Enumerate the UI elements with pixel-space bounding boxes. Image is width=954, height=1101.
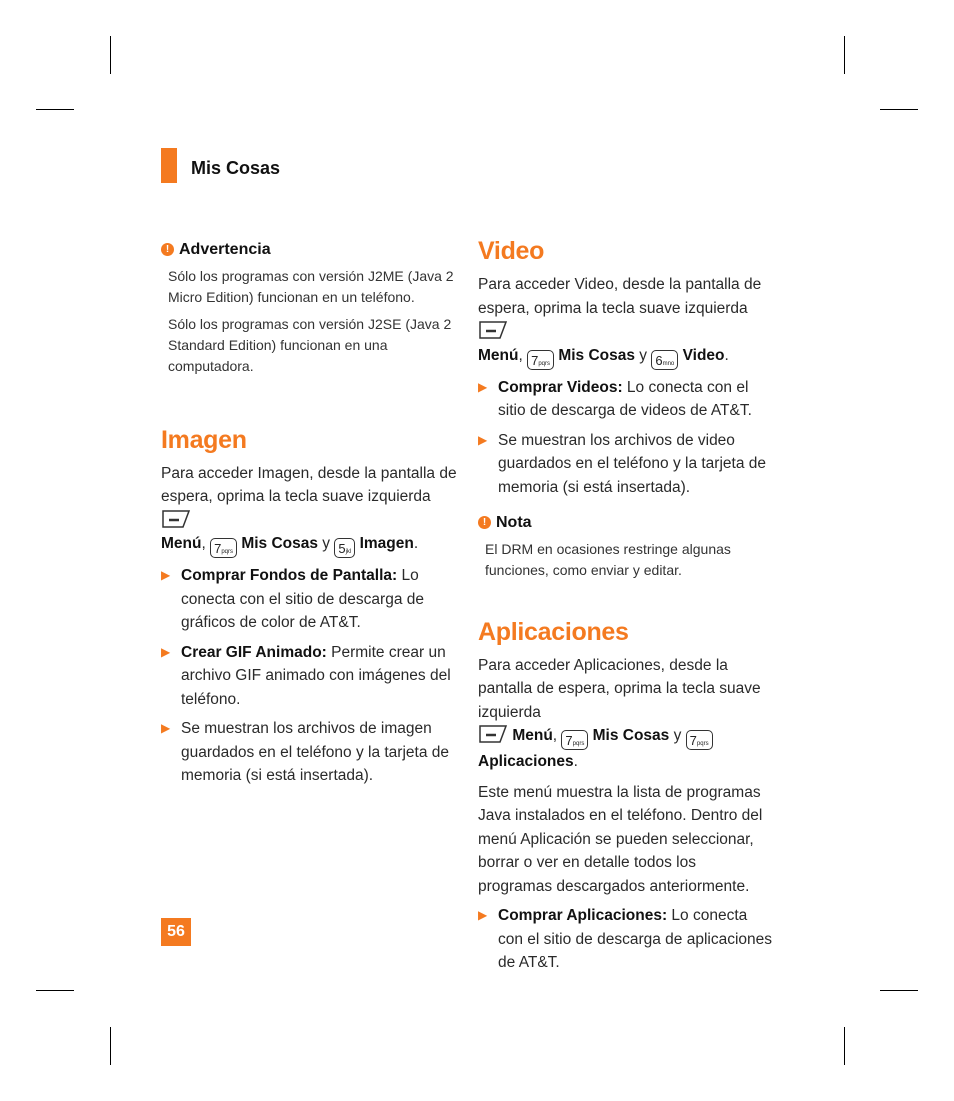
bullet-arrow-icon: ▶ <box>478 379 488 394</box>
list-item <box>161 641 461 712</box>
section-title: Mis Cosas <box>191 158 281 178</box>
bullet-label: Comprar Aplicaciones: <box>498 907 668 924</box>
page-number: 56 <box>161 918 191 946</box>
key-7-icon: 7pqrs <box>561 730 588 750</box>
bullet-text: Lo conecta con el sitio de descarga de gráficos de color de AT&T. <box>181 567 424 631</box>
warning-title: Advertencia <box>179 241 271 258</box>
list-item <box>478 429 774 500</box>
crop-mark <box>36 990 74 991</box>
crop-mark <box>844 1027 845 1065</box>
bullet-text: Lo conecta con el sitio de descarga de videos de AT&T. <box>498 378 752 419</box>
bullet-arrow-icon: ▶ <box>478 432 488 447</box>
left-column <box>161 238 461 788</box>
left-softkey-icon <box>161 509 191 529</box>
bullet-label: Comprar Videos: <box>498 378 623 396</box>
crop-mark <box>880 109 918 110</box>
aplicaciones-target: Aplicaciones <box>478 753 574 770</box>
section-bar <box>161 148 177 183</box>
imagen-intro: Para acceder Imagen, desde la pantalla de espera, oprima la tecla suave izquierda Menú, 7pqrs Mis Cosas y 5jkl Imagen. <box>161 464 457 556</box>
note-body: El DRM en ocasiones restringe algunas funciones, como enviar y editar. <box>485 540 731 578</box>
video-intro-text: Para acceder Video, desde la pantalla de espera, oprima la tecla suave izquierda <box>478 276 762 317</box>
imagen-intro-text: Para acceder Imagen, desde la pantalla de espera, oprima la tecla suave izquierda <box>161 464 457 505</box>
crop-mark <box>36 109 74 110</box>
list-item <box>478 904 774 975</box>
warning-paragraph: Sólo los programas con versión J2SE (Java 2 Standard Edition) funcionan en una computadora. <box>168 315 452 374</box>
bullet-text: Se muestran los archivos de imagen guardados en el teléfono y la tarjeta de memoria (si está insertada). <box>181 720 449 784</box>
note-title: Nota <box>496 514 532 531</box>
crop-mark <box>844 36 845 74</box>
key-5-icon: 5jkl <box>334 538 355 558</box>
menu-label: Menú <box>512 727 553 744</box>
list-item <box>161 564 461 635</box>
imagen-heading: Imagen <box>161 425 247 454</box>
bullet-label: Crear GIF Animado: <box>181 643 327 661</box>
crop-mark <box>110 1027 111 1065</box>
bullet-arrow-icon: ▶ <box>161 568 171 582</box>
list-item <box>161 717 461 788</box>
aplicaciones-intro-text: Para acceder Aplicaciones, desde la pantalla de espera, oprima la tecla suave izquierda <box>478 656 761 721</box>
conjunction: y <box>322 535 331 552</box>
bullet-label: Comprar Fondos de Pantalla: <box>181 567 398 584</box>
note-heading <box>478 511 774 535</box>
bullet-arrow-icon: ▶ <box>161 721 171 735</box>
menu-label: Menú <box>478 346 519 364</box>
mis-cosas-label: Mis Cosas <box>241 535 318 552</box>
crop-mark <box>110 36 111 74</box>
bullet-arrow-icon: ▶ <box>161 644 171 659</box>
imagen-target: Imagen <box>359 535 414 552</box>
conjunction: y <box>673 727 682 744</box>
video-target: Video <box>682 346 725 364</box>
video-heading: Video <box>478 237 545 265</box>
warning-body <box>161 266 461 377</box>
warning-icon: ! <box>161 243 174 256</box>
note-icon: ! <box>478 516 491 529</box>
video-intro: Para acceder Video, desde la pantalla de espera, oprima la tecla suave izquierda Menú, 7pqrs Mis Cosas y 6mno Video. <box>478 276 762 368</box>
warning-heading <box>161 238 461 262</box>
warning-paragraph: Sólo los programas con versión J2ME (Java 2 Micro Edition) funcionan en un teléfono. <box>168 267 454 305</box>
left-softkey-icon <box>478 724 508 744</box>
key-6-icon: 6mno <box>651 350 678 370</box>
key-7-icon: 7pqrs <box>686 730 713 750</box>
key-7-icon: 7pqrs <box>210 538 237 558</box>
bullet-text: Permite crear un archivo GIF animado con imágenes del teléfono. <box>181 643 451 708</box>
conjunction: y <box>639 346 648 364</box>
bullet-arrow-icon: ▶ <box>478 908 488 922</box>
bullet-text: Se muestran los archivos de video guardados en el teléfono y la tarjeta de memoria (si está insertada). <box>498 431 766 496</box>
left-softkey-icon <box>478 320 508 340</box>
list-item <box>478 376 774 423</box>
aplicaciones-intro: Para acceder Aplicaciones, desde la pantalla de espera, oprima la tecla suave izquierda Menú, 7pqrs Mis Cosas y 7pqrs Aplicaciones. <box>478 656 761 770</box>
crop-mark <box>880 990 918 991</box>
key-7-icon: 7pqrs <box>527 350 554 370</box>
mis-cosas-label: Mis Cosas <box>558 346 635 364</box>
right-column <box>478 236 774 975</box>
aplicaciones-description: Este menú muestra la lista de programas Java instalados en el teléfono. Dentro del menú Aplicación se pueden seleccionar, borrar o ver en detalle todos los programas descargados anteriormente. <box>478 783 763 895</box>
mis-cosas-label: Mis Cosas <box>592 727 670 744</box>
aplicaciones-heading: Aplicaciones <box>478 617 629 646</box>
bullet-text: Lo conecta con el sitio de descarga de aplicaciones de AT&T. <box>498 907 773 971</box>
menu-label: Menú <box>161 535 202 552</box>
